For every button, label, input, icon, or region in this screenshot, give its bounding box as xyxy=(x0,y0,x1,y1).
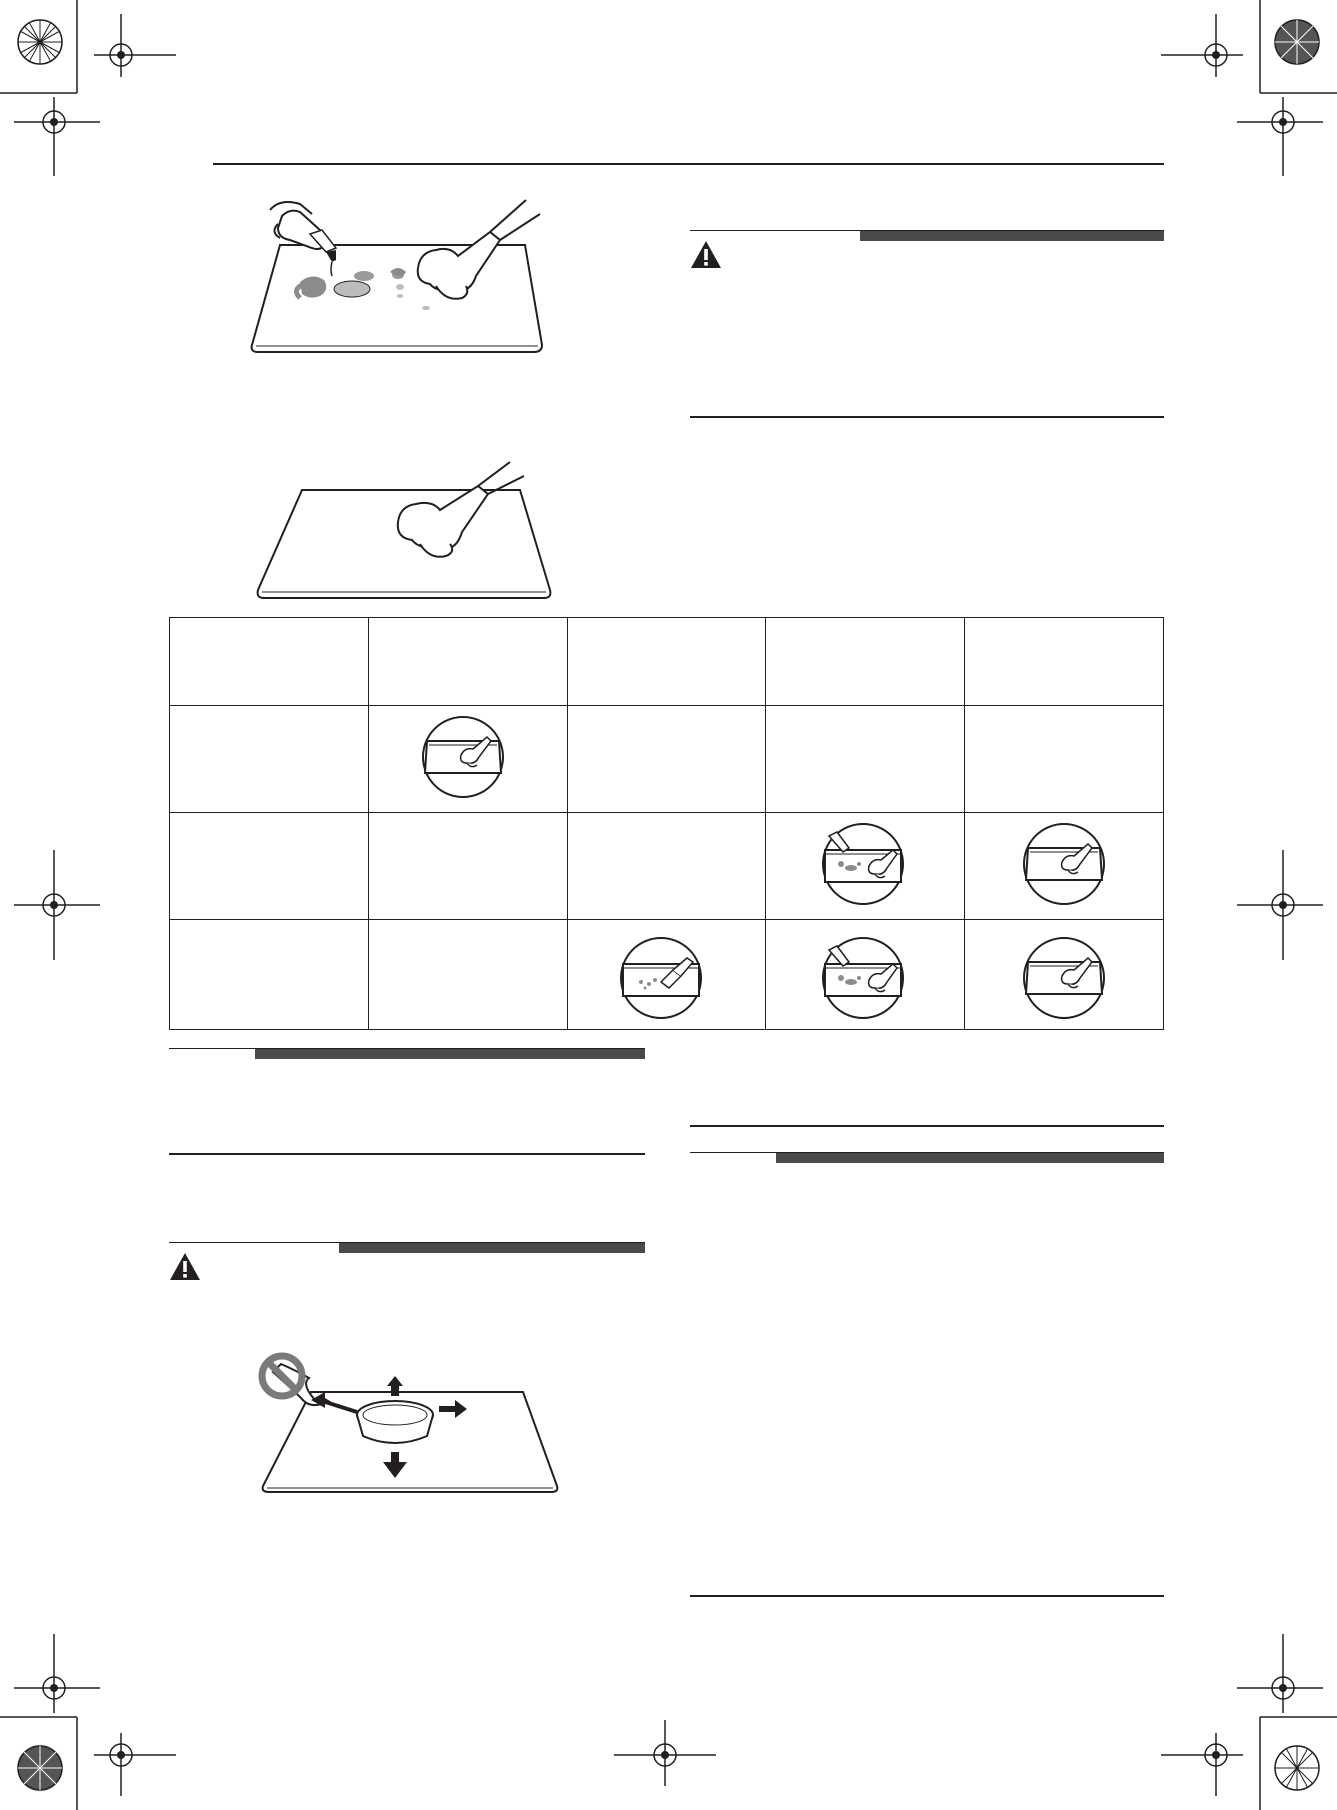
table-row xyxy=(170,813,1164,919)
crop-mark-mid-right xyxy=(1227,850,1337,960)
table-cell xyxy=(368,919,567,1029)
warning-heading-bar xyxy=(860,231,1164,241)
table-cell xyxy=(170,919,369,1029)
table-cell xyxy=(567,618,766,706)
table-cell xyxy=(965,706,1164,813)
table-row xyxy=(170,706,1164,813)
table-cell xyxy=(567,706,766,813)
table-cell xyxy=(567,813,766,919)
table-cell xyxy=(368,706,567,813)
crop-mark-top-left xyxy=(0,0,200,180)
table-cell xyxy=(965,618,1164,706)
cleaner-and-cloth-icon xyxy=(821,936,905,1020)
crop-mark-bottom-right xyxy=(1137,1630,1337,1810)
note-end-rule xyxy=(690,1595,1164,1597)
wipe-cloth-icon xyxy=(1022,822,1106,906)
table-cell xyxy=(170,813,369,919)
table-row xyxy=(170,919,1164,1029)
table-cell xyxy=(766,618,965,706)
crop-mark-mid-left xyxy=(0,850,110,960)
table-cell xyxy=(170,618,369,706)
section-end-rule xyxy=(690,1125,1164,1127)
cleaning-guide-table xyxy=(169,617,1164,1030)
cleaner-and-cloth-icon xyxy=(821,822,905,906)
table-cell xyxy=(567,919,766,1029)
table-cell xyxy=(766,813,965,919)
illustration-wipe-cooktop xyxy=(250,460,560,605)
table-header-row xyxy=(170,618,1164,706)
note-heading-bar xyxy=(776,1153,1164,1163)
table-cell xyxy=(170,706,369,813)
wipe-cloth-icon xyxy=(421,715,505,799)
scraper-icon xyxy=(619,936,703,1020)
illustration-clean-with-cleaner xyxy=(240,190,570,360)
table-cell xyxy=(766,706,965,813)
crop-mark-top-right xyxy=(1137,0,1337,180)
prohibited-icon xyxy=(257,1351,307,1401)
table-cell xyxy=(368,618,567,706)
warning-icon xyxy=(169,1252,201,1281)
crop-mark-bottom-center xyxy=(610,1720,720,1810)
warning-end-rule xyxy=(690,416,1164,418)
warning-icon xyxy=(690,240,722,269)
note-heading-bar xyxy=(255,1049,645,1059)
note-end-rule xyxy=(169,1153,645,1155)
table-cell xyxy=(766,919,965,1029)
table-cell xyxy=(368,813,567,919)
table-cell xyxy=(965,813,1164,919)
table-cell xyxy=(965,919,1164,1029)
header-rule xyxy=(213,163,1164,165)
crop-mark-bottom-left xyxy=(0,1630,200,1810)
wipe-cloth-icon xyxy=(1022,936,1106,1020)
warning-heading-bar xyxy=(339,1243,645,1253)
